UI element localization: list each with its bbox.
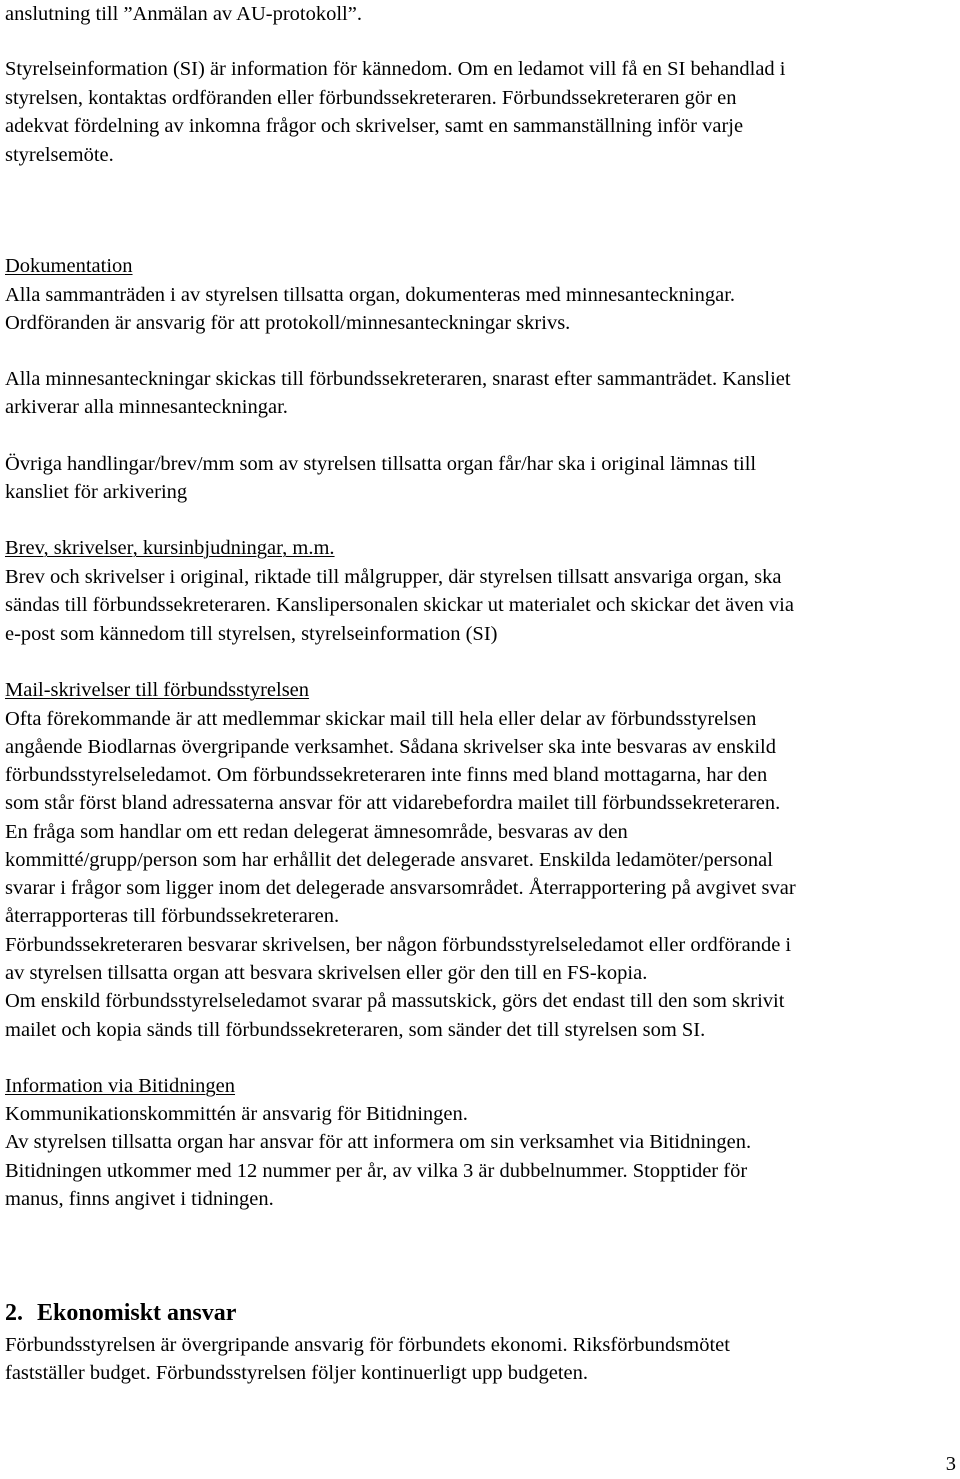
paragraph-line: som står först bland adressaterna ansvar för att vidarebefordra mailet till förbundssekreteraren. <box>5 792 781 814</box>
paragraph-line: fastställer budget. Förbundsstyrelsen följer kontinuerligt upp budgeten. <box>5 1362 588 1384</box>
page-number: 3 <box>945 1453 956 1475</box>
paragraph-line: styrelsen, kontaktas ordföranden eller förbundssekreteraren. Förbundssekreteraren gör en <box>5 87 737 109</box>
paragraph-line: Förbundssekreteraren besvarar skrivelsen, ber någon förbundsstyrelseledamot eller ordförande i <box>5 934 792 956</box>
section-title: Ekonomiskt ansvar <box>37 1300 237 1326</box>
paragraph-line: kansliet för arkivering <box>5 481 188 503</box>
heading-dokumentation: Dokumentation <box>5 255 133 277</box>
paragraph-line: förbundsstyrelseledamot. Om förbundssekreteraren inte finns med bland mottagarna, har den <box>5 764 768 786</box>
paragraph-line: Alla sammanträden i av styrelsen tillsatta organ, dokumenteras med minnesanteckningar. <box>5 284 736 306</box>
paragraph-line: Styrelseinformation (SI) är information för kännedom. Om en ledamot vill få en SI behandlad i <box>5 58 786 80</box>
section-heading <box>5 1297 236 1329</box>
paragraph-line: styrelsemöte. <box>5 144 114 166</box>
paragraph-line: angående Biodlarnas övergripande verksamhet. Sådana skrivelser ska inte besvaras av enskild <box>5 736 776 758</box>
paragraph-line: av styrelsen tillsatta organ att besvara skrivelsen eller gör den till en FS-kopia. <box>5 962 648 984</box>
paragraph-line: svarar i frågor som ligger inom det delegerade ansvarsområdet. Återrapportering på avgivet svar <box>5 877 796 899</box>
paragraph-line: anslutning till ”Anmälan av AU-protokoll”. <box>5 3 362 25</box>
paragraph-line: arkiverar alla minnesanteckningar. <box>5 396 288 418</box>
paragraph-line: adekvat fördelning av inkomna frågor och skrivelser, samt en sammanställning inför varje <box>5 115 744 137</box>
paragraph-line: Ordföranden är ansvarig för att protokoll/minnesanteckningar skrivs. <box>5 312 571 334</box>
paragraph-line: Övriga handlingar/brev/mm som av styrelsen tillsatta organ får/har ska i original lämnas till <box>5 453 757 475</box>
paragraph-line: Alla minnesanteckningar skickas till förbundssekreteraren, snarast efter sammanträdet. Kansliet <box>5 368 791 390</box>
paragraph-line: e-post som kännedom till styrelsen, styrelseinformation (SI) <box>5 623 498 645</box>
paragraph-line: manus, finns angivet i tidningen. <box>5 1188 274 1210</box>
paragraph-line: Brev och skrivelser i original, riktade till målgrupper, där styrelsen tillsatt ansvariga organ, ska <box>5 566 782 588</box>
paragraph-line: mailet och kopia sänds till förbundssekreteraren, som sänder det till styrelsen som SI. <box>5 1019 706 1041</box>
heading-information-bitidningen: Information via Bitidningen <box>5 1075 236 1097</box>
paragraph-line: återrapporteras till förbundssekreteraren. <box>5 905 340 927</box>
paragraph-line: Kommunikationskommittén är ansvarig för Bitidningen. <box>5 1103 468 1125</box>
heading-mail-skrivelser: Mail-skrivelser till förbundsstyrelsen <box>5 679 310 701</box>
paragraph-line: En fråga som handlar om ett redan delegerat ämnesområde, besvaras av den <box>5 821 628 843</box>
section-number: 2. <box>5 1300 23 1326</box>
paragraph-line: Ofta förekommande är att medlemmar skickar mail till hela eller delar av förbundsstyrelsen <box>5 708 757 730</box>
paragraph-line: Om enskild förbundsstyrelseledamot svarar på massutskick, görs det endast till den som skrivit <box>5 990 785 1012</box>
paragraph-line: Förbundsstyrelsen är övergripande ansvarig för förbundets ekonomi. Riksförbundsmötet <box>5 1334 730 1356</box>
heading-brev-skrivelser: Brev, skrivelser, kursinbjudningar, m.m. <box>5 537 335 559</box>
paragraph-line: kommitté/grupp/person som har erhållit det delegerade ansvaret. Enskilda ledamöter/personal <box>5 849 773 871</box>
paragraph-line: Bitidningen utkommer med 12 nummer per år, av vilka 3 är dubbelnummer. Stopptider för <box>5 1160 748 1182</box>
paragraph-line: Av styrelsen tillsatta organ har ansvar för att informera om sin verksamhet via Bitidningen. <box>5 1131 752 1153</box>
paragraph-line: sändas till förbundssekreteraren. Kanslipersonalen skickar ut materialet och skickar det även via <box>5 594 794 616</box>
